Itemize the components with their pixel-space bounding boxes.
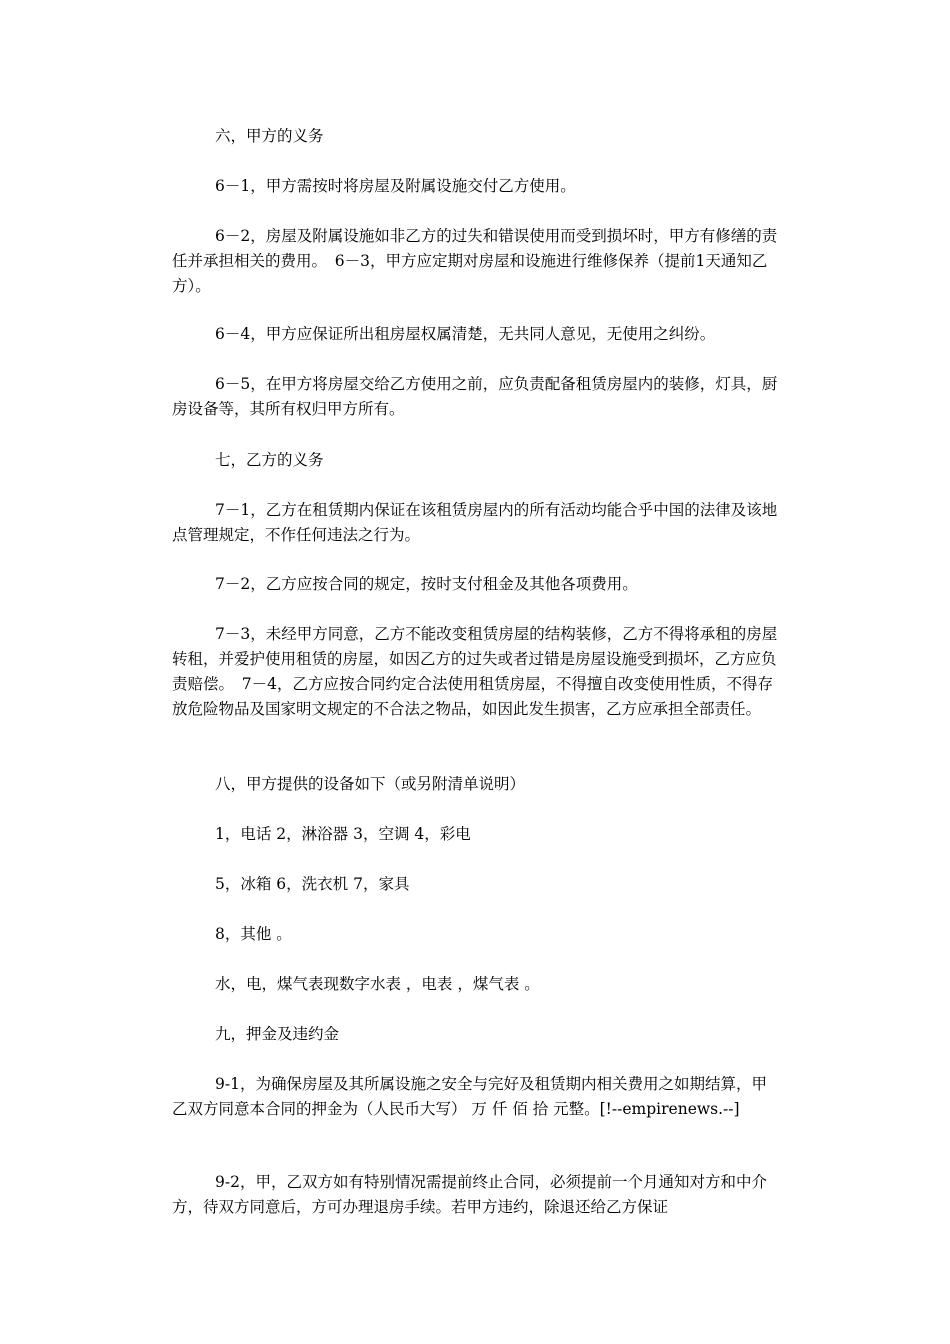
- section-heading-7: 七，乙方的义务: [215, 451, 324, 469]
- section-heading-6: 六，甲方的义务: [215, 127, 324, 145]
- clause-6-1: 6－1，甲方需按时将房屋及附属设施交付乙方使用。: [215, 177, 576, 195]
- section-heading-8: 八，甲方提供的设备如下（或另附清单说明）: [215, 775, 526, 793]
- equipment-list-line-3: 8，其他 。: [215, 925, 292, 943]
- clause-7-3-7-4: 7－3，未经甲方同意，乙方不能改变租赁房屋的结构装修，乙方不得将承租的房屋转租，并爱护使用租赁的房屋，如因乙方的过失或者过错是房屋设施受到损坏，乙方应负责赔偿。 7－4，乙方应按合同约定合法使用租赁房屋，不得擅自改变使用性质，不得存放危险物品及国家明文规定的不合法之物品，如因此发生损害，乙方应承担全部责任。: [172, 625, 778, 718]
- clause-6-2-6-3: 6－2，房屋及附属设施如非乙方的过失和错误使用而受到损坏时，甲方有修缮的责任并承担相关的费用。 6－3，甲方应定期对房屋和设施进行维修保养（提前1天通知乙方）。: [172, 227, 778, 295]
- meter-readings: 水，电，煤气表现数字水表 ，电表 ，煤气表 。: [215, 975, 540, 993]
- clause-9-1: 9-1，为确保房屋及其所属设施之安全与完好及租赁期内相关费用之如期结算，甲乙双方同意本合同的押金为（人民币大写） 万 仟 佰 拾 元整。[!--empirenews.--]: [172, 1075, 767, 1118]
- clause-7-1: 7－1，乙方在租赁期内保证在该租赁房屋内的所有活动均能合乎中国的法律及该地点管理规定，不作任何违法之行为。: [172, 501, 778, 544]
- section-heading-9: 九，押金及违约金: [215, 1025, 340, 1043]
- clause-6-4: 6－4，甲方应保证所出租房屋权属清楚，无共同人意见，无使用之纠纷。: [215, 325, 716, 343]
- equipment-list-line-1: 1，电话 2，淋浴器 3，空调 4，彩电: [215, 825, 471, 843]
- clause-6-5: 6－5，在甲方将房屋交给乙方使用之前，应负责配备租赁房屋内的装修，灯具，厨房设备等，其所有权归甲方所有。: [172, 375, 778, 418]
- equipment-list-line-2: 5，冰箱 6，洗衣机 7，家具: [215, 875, 410, 893]
- clause-7-2: 7－2，乙方应按合同的规定，按时支付租金及其他各项费用。: [215, 575, 638, 593]
- clause-9-2: 9-2，甲，乙双方如有特别情况需提前终止合同，必须提前一个月通知对方和中介方，待双方同意后，方可办理退房手续。若甲方违约，除退还给乙方保证: [172, 1173, 767, 1216]
